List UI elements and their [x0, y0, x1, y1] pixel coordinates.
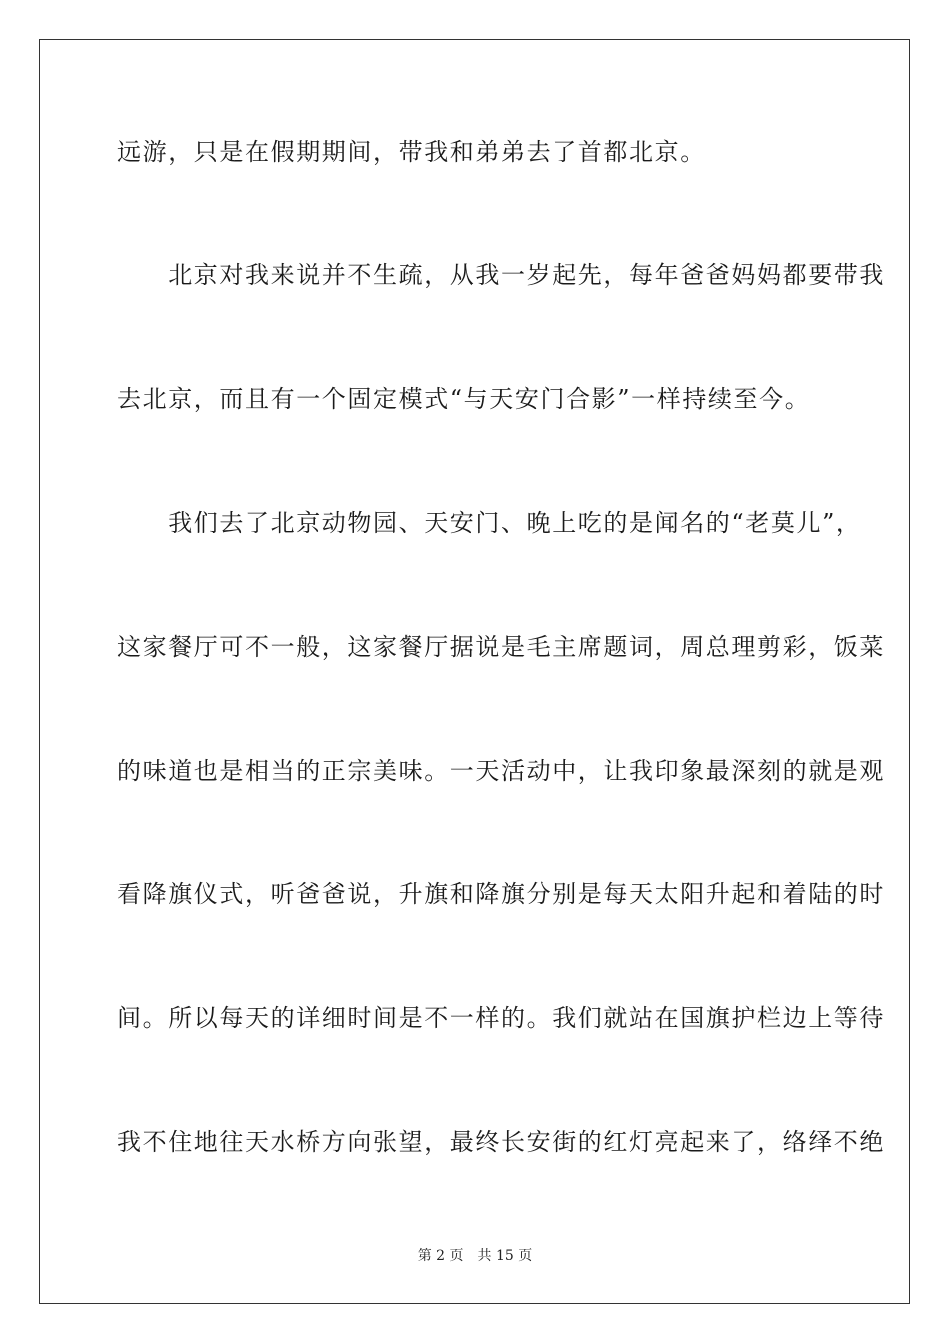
paragraph-line: 远游，只是在假期期间，带我和弟弟去了首都北京。 [117, 138, 706, 166]
paragraph-line: 北京对我来说并不生疏，从我一岁起先，每年爸爸妈妈都要带我 [117, 261, 885, 289]
paragraph-line: 我们去了北京动物园、天安门、晚上吃的是闻名的“老莫儿”， [117, 509, 862, 537]
paragraph-line: 这家餐厅可不一般，这家餐厅据说是毛主席题词，周总理剪彩，饭菜 [117, 633, 885, 661]
paragraph-line: 去北京，而且有一个固定模式“与天安门合影”一样持续至今。 [117, 385, 811, 413]
page-border [39, 39, 910, 1304]
page-number: 第 2 页 [417, 1248, 464, 1264]
page-footer [0, 1247, 950, 1265]
paragraph-line: 间。所以每天的详细时间是不一样的。我们就站在国旗护栏边上等待 [117, 1004, 885, 1032]
page-total: 共 15 页 [477, 1248, 533, 1264]
paragraph-line: 我不住地往天水桥方向张望，最终长安街的红灯亮起来了，络绎不绝 [117, 1128, 885, 1156]
paragraph-line: 的味道也是相当的正宗美味。一天活动中，让我印象最深刻的就是观 [117, 757, 885, 785]
paragraph-line: 看降旗仪式，听爸爸说，升旗和降旗分别是每天太阳升起和着陆的时 [117, 880, 885, 908]
